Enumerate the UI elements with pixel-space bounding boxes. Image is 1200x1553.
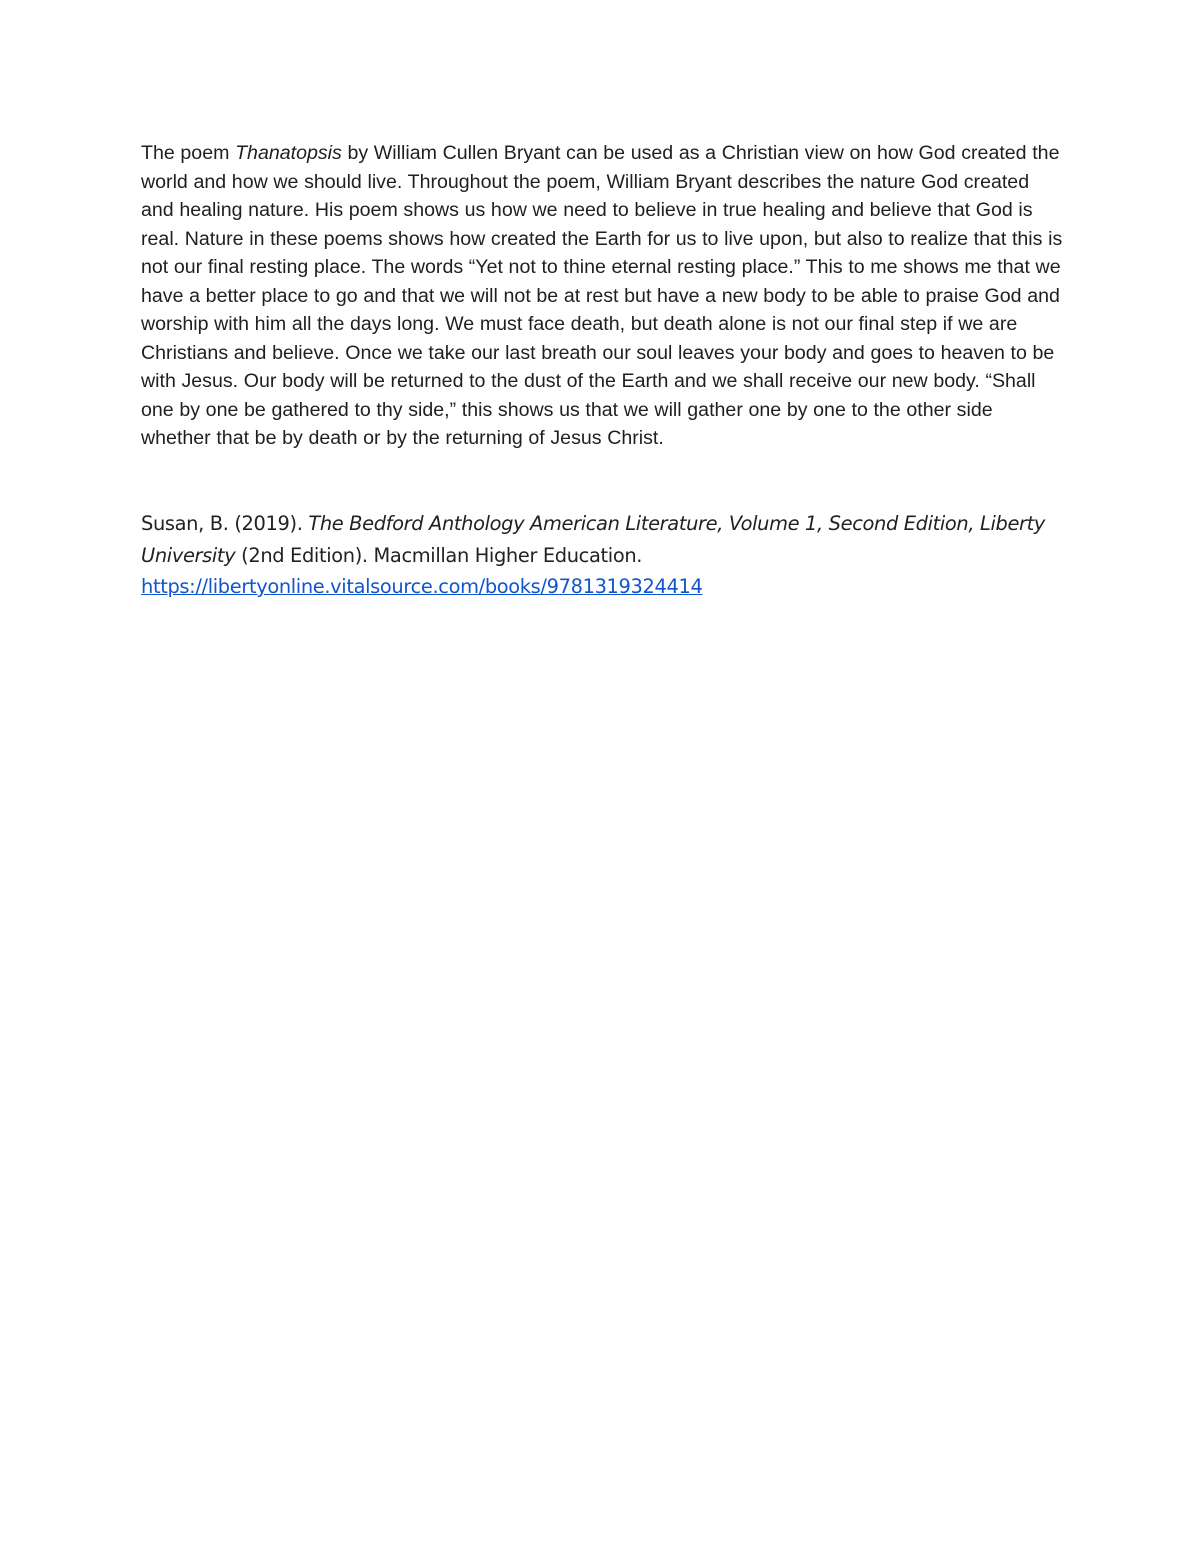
reference-citation <box>141 508 1071 603</box>
citation-book-title: The Bedford Anthology American Literature, Volume 1, Second Edition, Liberty University <box>141 512 1046 567</box>
citation-edition-publisher: (2nd Edition). Macmillan Higher Education. <box>235 543 643 567</box>
paragraph-lead-text: The poem <box>141 142 236 164</box>
citation-url-link[interactable]: https://libertyonline.vitalsource.com/books/9781319324414 <box>141 575 703 598</box>
poem-title: Thanatopsis <box>235 142 342 164</box>
citation-author-year: Susan, B. (2019). <box>141 512 309 535</box>
essay-paragraph <box>141 139 1066 453</box>
paragraph-body-text: by William Cullen Bryant can be used as a Christian view on how God created the world and how we should live. Throughout the poem, William Bryant describes the nature God created and healing nature. His poem shows us how we need to believe in true healing and believe that God is real. Nature in these poems shows how created the Earth for us to live upon, but also to realize that this is not our final resting place. The words “Yet not to thine eternal resting place.” This to me shows me that we have a better place to go and that we will not be at rest but have a new body to be able to praise God and worship with him all the days long. We must face death, but death alone is not our final step if we are Christians and believe. Once we take our last breath our soul leaves your body and goes to heaven to be with Jesus. Our body will be returned to the dust of the Earth and we shall receive our new body. “Shall one by one be gathered to thy side,” this shows us that we will gather one by one to the other side whether that be by death or by the returning of Jesus Christ. <box>141 142 1063 449</box>
